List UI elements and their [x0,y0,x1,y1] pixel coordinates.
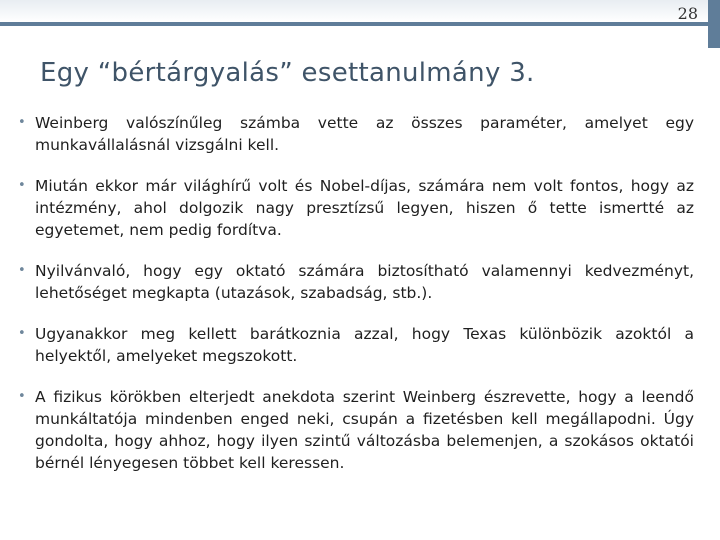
bullet-text: Miután ekkor már világhírű volt és Nobel-díjas, számára nem volt fontos, hogy az intézmény, ahol dolgozik nagy presztízsű legyen, hiszen ő tette ismertté az egyetemet, nem pedig fordítva. [35,177,694,239]
bullet-item [18,175,694,241]
bullet-dot-icon: • [18,326,26,341]
bullet-dot-icon: • [18,115,26,130]
bullet-text: Ugyanakkor meg kellett barátkoznia azzal, hogy Texas különbözik azoktól a helyektől, amelyeket megszokott. [35,325,694,365]
bullet-text: Weinberg valószínűleg számba vette az összes paraméter, amelyet egy munkavállalásnál vizsgálni kell. [35,114,694,154]
slide-title: Egy “bértárgyalás” esettanulmány 3. [40,58,535,88]
bullet-text: A fizikus körökben elterjedt anekdota szerint Weinberg észrevette, hogy a leendő munkáltatója mindenben enged neki, csupán a fizetésben kell megállapodni. Úgy gondolta, hogy ahhoz, hogy ilyen szintű változásba belemenjen, a szokásos oktatói bérnél lényegesen többet kell keressen. [35,388,694,472]
top-decorative-bar [0,0,708,26]
right-corner-accent [708,0,720,48]
page-number: 28 [677,4,698,23]
bullet-text: Nyilvánvaló, hogy egy oktató számára biztosítható valamennyi kedvezményt, lehetőséget megkapta (utazások, szabadság, stb.). [35,262,694,302]
bullet-item [18,112,694,156]
bullet-list [18,112,694,493]
bullet-dot-icon: • [18,178,26,193]
bullet-item [18,260,694,304]
bullet-item [18,323,694,367]
bullet-dot-icon: • [18,389,26,404]
bullet-item [18,386,694,474]
bullet-dot-icon: • [18,263,26,278]
